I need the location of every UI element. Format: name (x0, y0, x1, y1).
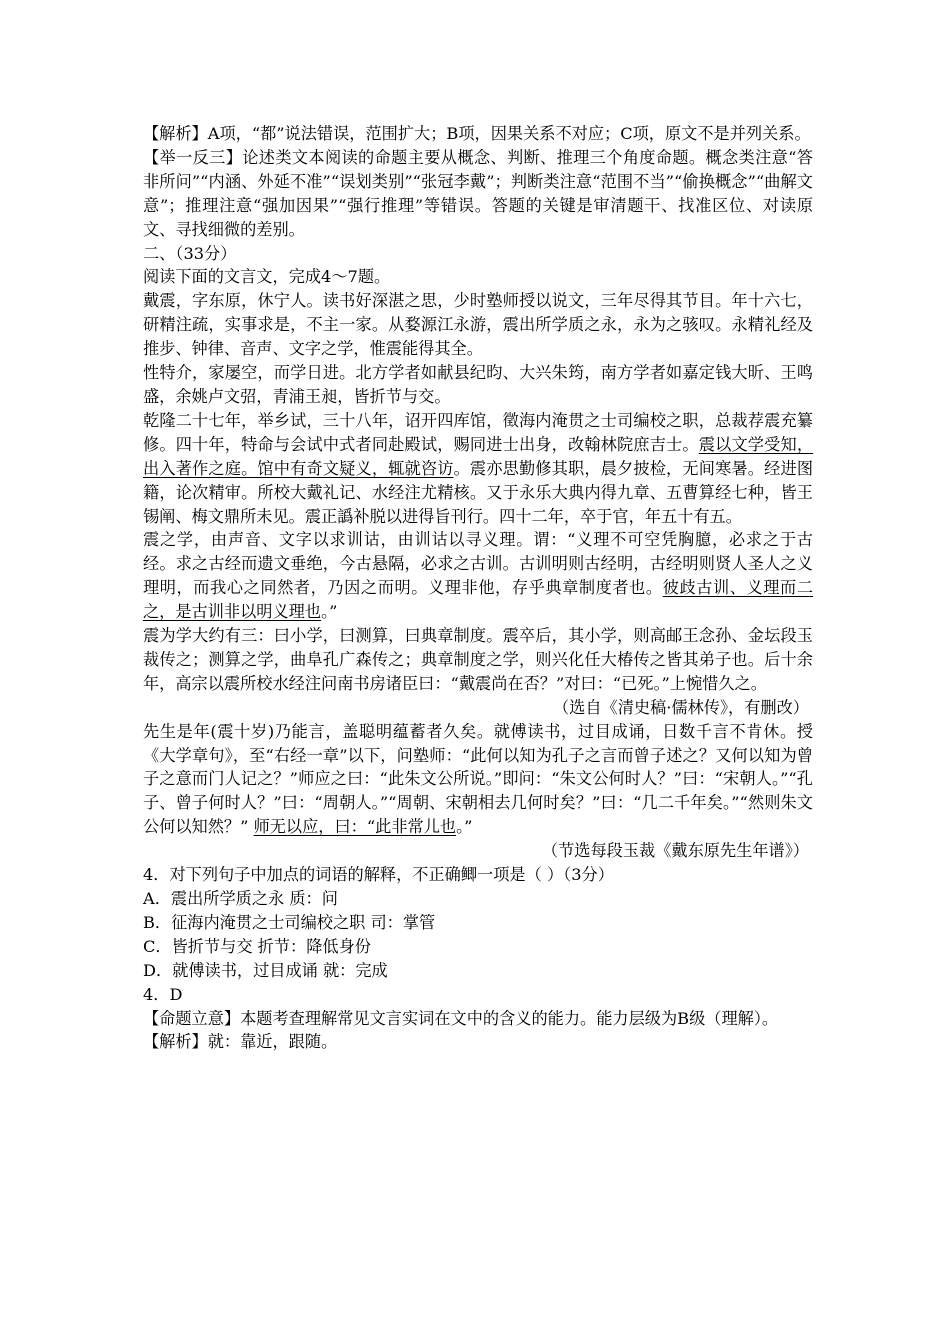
option-a: A．震出所学质之永 质：问 (143, 889, 338, 908)
passage-paragraph-3 (143, 409, 813, 529)
passage-text: 乾隆二十七年，举乡试，三十八年，诏开四库馆，徵海内淹贯之士司编校之职，总裁荐震充纂修。四十年，特命与会试中式者同赴殿试，赐同进士出身，改翰林院庶吉士。 (143, 410, 813, 454)
question-4: 4．对下列句子中加点的词语的解释，不正确鲫一项是（ ）（3分） (143, 865, 614, 885)
passage-paragraph-2: 性特介，家屡空，而学日进。北方学者如献县纪昀、大兴朱筠，南方学者如嘉定钱大昕、王鸣盛，余姚卢文弨，青浦王昶，皆折节与交。 (143, 363, 813, 406)
intent-paragraph: 【命题立意】本题考查理解常见文言实词在文中的含义的能力。能力层级为B级（理解）。 (143, 1008, 779, 1028)
option-b: B．征海内淹贯之士司编校之职 司：掌管 (143, 912, 436, 932)
passage-text: 。震亦思勤修其职，晨夕披检，无间寒暑。经进图籍，论次精审。所校大戴礼记、水经注尤精核。又于永乐大典内得九章、五曹算经七种，皆王锡阐、梅文鼎所未见。震正譌补脱以进得旨刊行。四十二年，卒于官，年五十有五。 (143, 458, 813, 526)
answer-4: 4．D (143, 984, 183, 1004)
underlined-sentence: 师无以应，曰：“此非常儿也 (253, 817, 457, 837)
underlined-sentence: 震以文学受知，出入著作之庭。馆中有奇文疑义，辄就咨访 (143, 434, 814, 478)
section-heading: 二、（33分） (143, 243, 237, 263)
reading-instruction: 阅读下面的文言文，完成4～7题。 (143, 267, 391, 287)
document-page (143, 122, 813, 1054)
passage-paragraph-1: 戴震，字东原，休宁人。读书好深湛之思，少时塾师授以说文，三年尽得其节目。年十六七，研精注疏，实事求是，不主一家。从婺源江永游，震出所学质之永，永为之骇叹。永精礼经及推步、钟律、音声、文字之学，惟震能得其全。 (143, 291, 813, 359)
analysis-paragraph: 【解析】A项，“都”说法错误，范围扩大；B项，因果关系不对应；C项，原文不是并列关系。 (143, 124, 811, 143)
passage-text: 震之学，由声音、文字以求训诂，由训诂以寻义理。谓：“义理不可空凭胸臆，必求之于古经。求之古经而遗文垂绝，今古悬隔，必求之古训。古训明则古经明，古经明则贤人圣人之义理明，而我心之同然者，乃因之而明。义理非他，存乎典章制度者也。 (143, 530, 813, 598)
passage-paragraph-4 (143, 528, 813, 624)
source-citation: （节选每段玉裁《戴东原先生年谱》） (541, 841, 809, 861)
underlined-sentence: 彼歧古训、义理而二之，是古训非以明义理也 (143, 578, 814, 622)
passage-text: 。” (321, 602, 338, 622)
analysis-paragraph-2: 【解析】就：靠近，跟随。 (143, 1032, 338, 1052)
passage-paragraph-5: 震为学大约有三：曰小学，曰测算，曰典章制度。震卒后，其小学，则高邮王念孙、金坛段玉裁传之；测算之学，曲阜孔广森传之；典章制度之学，则兴化任大椿传之皆其弟子也。后十余年，高宗以震所校水经注问南书房诸臣曰：“戴震尚在否？”对曰：“已死。”上惋惜久之。 (143, 626, 813, 693)
extension-paragraph: 【举一反三】论述类文本阅读的命题主要从概念、判断、推理三个角度命题。概念类注意“答非所问”“内涵、外延不准”“误划类别”“张冠李戴”；判断类注意“范围不当”“偷换概念”“曲解文意”；推理注意“强加因果”“强行推理”等错误。答题的关键是审清题干、找准区位、对读原文、寻找细微的差别。 (143, 147, 813, 239)
option-d: D．就傅读书，过目成诵 就：完成 (143, 960, 388, 980)
passage-text: 先生是年(震十岁)乃能言，盖聪明蕴蓄者久矣。就傅读书，过目成诵，日数千言不肯休。授《大学章句》，至“右经一章”以下，问塾师：“此何以知为孔子之言而曾子述之？又何以知为曾子之意而门人记之？”师应之曰：“此朱文公所说。”即问：“朱文公何时人？”曰：“宋朝人。”“孔子、曾子何时人？”曰：“周朝人。”“周朝、宋朝相去几何时矣？”曰：“几二千年矣。”“然则朱文公何以知然？” (143, 721, 813, 837)
passage-text: 。” (456, 817, 473, 837)
source-citation: （选自《清史稿·儒林传》，有删改） (552, 697, 809, 717)
passage-paragraph-6 (143, 720, 813, 840)
option-c: C．皆折节与交 折节：降低身份 (143, 936, 371, 956)
